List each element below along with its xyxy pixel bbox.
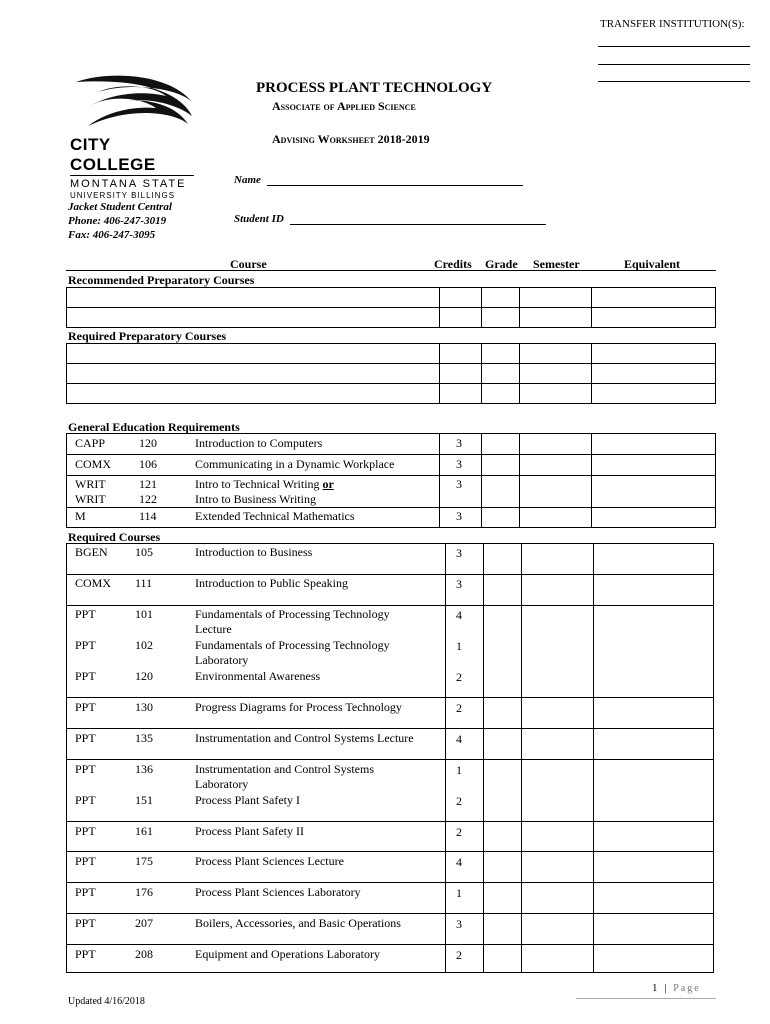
contact-phone: Phone: 406-247-3019 <box>68 215 167 227</box>
course-title: Intro to Technical Writing <box>195 477 320 491</box>
page-label: Page <box>673 983 701 994</box>
course-dept: PPT <box>75 700 96 714</box>
course-credits: 3 <box>456 457 462 471</box>
course-title: Introduction to Computers <box>195 436 323 450</box>
course-dept: WRIT <box>75 492 106 506</box>
course-title: Process Plant Sciences Lecture <box>195 854 344 868</box>
course-title: Environmental Awareness <box>195 669 321 683</box>
course-number: 122 <box>139 492 157 506</box>
student-id-input-line[interactable] <box>290 214 546 225</box>
course-dept: PPT <box>75 824 96 838</box>
page-num: 1 <box>652 982 660 994</box>
course-title: Process Plant Sciences Laboratory <box>195 885 361 899</box>
transfer-line-1[interactable] <box>598 46 750 47</box>
course-credits: 2 <box>456 794 462 808</box>
contact-fax: Fax: 406-247-3095 <box>68 229 156 241</box>
course-dept: PPT <box>75 638 96 652</box>
course-credits: 3 <box>456 546 462 560</box>
row-divider <box>66 574 714 575</box>
row-divider <box>66 913 714 914</box>
course-number: 161 <box>135 824 153 838</box>
student-id-label: Student ID <box>234 213 284 225</box>
name-input-line[interactable] <box>267 175 523 186</box>
updated-date: Updated 4/16/2018 <box>68 996 145 1007</box>
course-number: 135 <box>135 731 153 745</box>
course-title-with-or <box>195 477 334 492</box>
course-number: 120 <box>139 436 157 450</box>
course-dept: PPT <box>75 793 96 807</box>
course-dept: PPT <box>75 607 96 621</box>
footer-rule <box>576 998 716 999</box>
col-header-semester: Semester <box>533 257 580 271</box>
course-title-cont: Laboratory <box>195 653 249 667</box>
course-credits: 2 <box>456 948 462 962</box>
course-number: 114 <box>139 509 157 523</box>
table-row[interactable] <box>66 433 716 455</box>
course-title: Introduction to Business <box>195 545 313 559</box>
degree-title: Associate of Applied Science <box>272 99 416 113</box>
course-title: Progress Diagrams for Process Technology <box>195 700 402 714</box>
course-title-cont: Laboratory <box>195 777 249 791</box>
course-title: Communicating in a Dynamic Workplace <box>195 457 395 471</box>
city-college-logo <box>70 72 198 200</box>
contact-block <box>68 200 172 242</box>
logo-swoosh-icon <box>70 72 198 132</box>
transfer-institution-label: TRANSFER INSTITUTION(S): <box>600 18 745 30</box>
name-field <box>234 174 523 186</box>
name-label: Name <box>234 174 261 186</box>
transfer-line-2[interactable] <box>598 64 750 65</box>
course-number: 207 <box>135 916 153 930</box>
course-credits: 3 <box>456 509 462 523</box>
course-title: Fundamentals of Processing Technology <box>195 638 390 652</box>
or-label: or <box>322 477 334 491</box>
course-title: Equipment and Operations Laboratory <box>195 947 380 961</box>
table-row[interactable] <box>66 507 716 528</box>
course-credits: 2 <box>456 825 462 839</box>
course-number: 136 <box>135 762 153 776</box>
course-dept: PPT <box>75 916 96 930</box>
contact-office: Jacket Student Central <box>68 201 172 213</box>
course-title: Intro to Business Writing <box>195 492 316 506</box>
course-credits: 1 <box>456 763 462 777</box>
course-title: Boilers, Accessories, and Basic Operations <box>195 916 401 930</box>
course-number: 111 <box>135 576 153 590</box>
course-number: 176 <box>135 885 153 899</box>
course-title: Introduction to Public Speaking <box>195 576 348 590</box>
course-number: 102 <box>135 638 153 652</box>
row-divider <box>66 605 714 606</box>
table-row[interactable] <box>66 363 716 384</box>
course-title: Instrumentation and Control Systems <box>195 762 374 776</box>
col-header-course: Course <box>230 257 267 271</box>
student-id-field <box>234 213 546 225</box>
section-required-prep: Required Preparatory Courses <box>68 329 227 343</box>
row-divider <box>66 821 714 822</box>
section-required: Required Courses <box>68 530 161 544</box>
course-title-cont: Lecture <box>195 622 232 636</box>
course-title: Extended Technical Mathematics <box>195 509 355 523</box>
course-number: 106 <box>139 457 157 471</box>
course-number: 175 <box>135 854 153 868</box>
course-number: 120 <box>135 669 153 683</box>
table-row[interactable] <box>66 383 716 404</box>
logo-line-3: UNIVERSITY BILLINGS <box>70 191 176 200</box>
table-row[interactable] <box>66 287 716 308</box>
col-header-credits: Credits <box>434 257 472 271</box>
course-dept: M <box>75 509 86 523</box>
worksheet-title: Advising Worksheet 2018-2019 <box>272 132 430 146</box>
course-credits: 4 <box>456 732 462 746</box>
course-credits: 2 <box>456 701 462 715</box>
course-credits: 1 <box>456 639 462 653</box>
course-dept: PPT <box>75 885 96 899</box>
course-credits: 2 <box>456 670 462 684</box>
table-row[interactable] <box>66 307 716 328</box>
course-credits: 3 <box>456 477 462 491</box>
logo-line-1: CITY COLLEGE <box>70 135 194 176</box>
program-title: PROCESS PLANT TECHNOLOGY <box>256 80 493 96</box>
course-number: 151 <box>135 793 153 807</box>
col-header-equivalent: Equivalent <box>624 257 681 271</box>
course-dept: PPT <box>75 669 96 683</box>
course-credits: 3 <box>456 577 462 591</box>
course-dept: WRIT <box>75 477 106 491</box>
course-dept: PPT <box>75 731 96 745</box>
course-number: 121 <box>139 477 157 491</box>
course-credits: 3 <box>456 436 462 450</box>
course-credits: 4 <box>456 855 462 869</box>
course-number: 208 <box>135 947 153 961</box>
course-number: 130 <box>135 700 153 714</box>
course-credits: 3 <box>456 917 462 931</box>
row-divider <box>66 697 714 698</box>
course-title: Process Plant Safety II <box>195 824 304 838</box>
header-rule <box>66 270 716 271</box>
page-number: 1 | Page <box>652 982 701 994</box>
section-gen-ed: General Education Requirements <box>68 420 240 434</box>
course-dept: COMX <box>75 576 112 590</box>
transfer-line-3[interactable] <box>598 81 750 82</box>
table-row[interactable] <box>66 343 716 364</box>
course-number: 105 <box>135 545 153 559</box>
course-title: Fundamentals of Processing Technology <box>195 607 390 621</box>
course-dept: BGEN <box>75 545 108 559</box>
course-number: 101 <box>135 607 153 621</box>
course-dept: PPT <box>75 947 96 961</box>
row-divider <box>66 882 714 883</box>
course-dept: PPT <box>75 762 96 776</box>
row-divider <box>66 944 714 945</box>
course-dept: PPT <box>75 854 96 868</box>
table-row[interactable] <box>66 475 716 508</box>
row-divider <box>66 851 714 852</box>
course-credits: 4 <box>456 608 462 622</box>
col-header-grade: Grade <box>485 257 518 271</box>
row-divider <box>66 759 714 760</box>
row-divider <box>66 728 714 729</box>
logo-line-2: MONTANA STATE <box>70 178 187 190</box>
course-dept: COMX <box>75 457 112 471</box>
course-title: Process Plant Safety I <box>195 793 300 807</box>
course-dept: CAPP <box>75 436 106 450</box>
course-credits: 1 <box>456 886 462 900</box>
section-recommended-prep: Recommended Preparatory Courses <box>68 273 255 287</box>
course-title: Instrumentation and Control Systems Lecture <box>195 731 414 745</box>
required-courses-table <box>66 543 714 973</box>
